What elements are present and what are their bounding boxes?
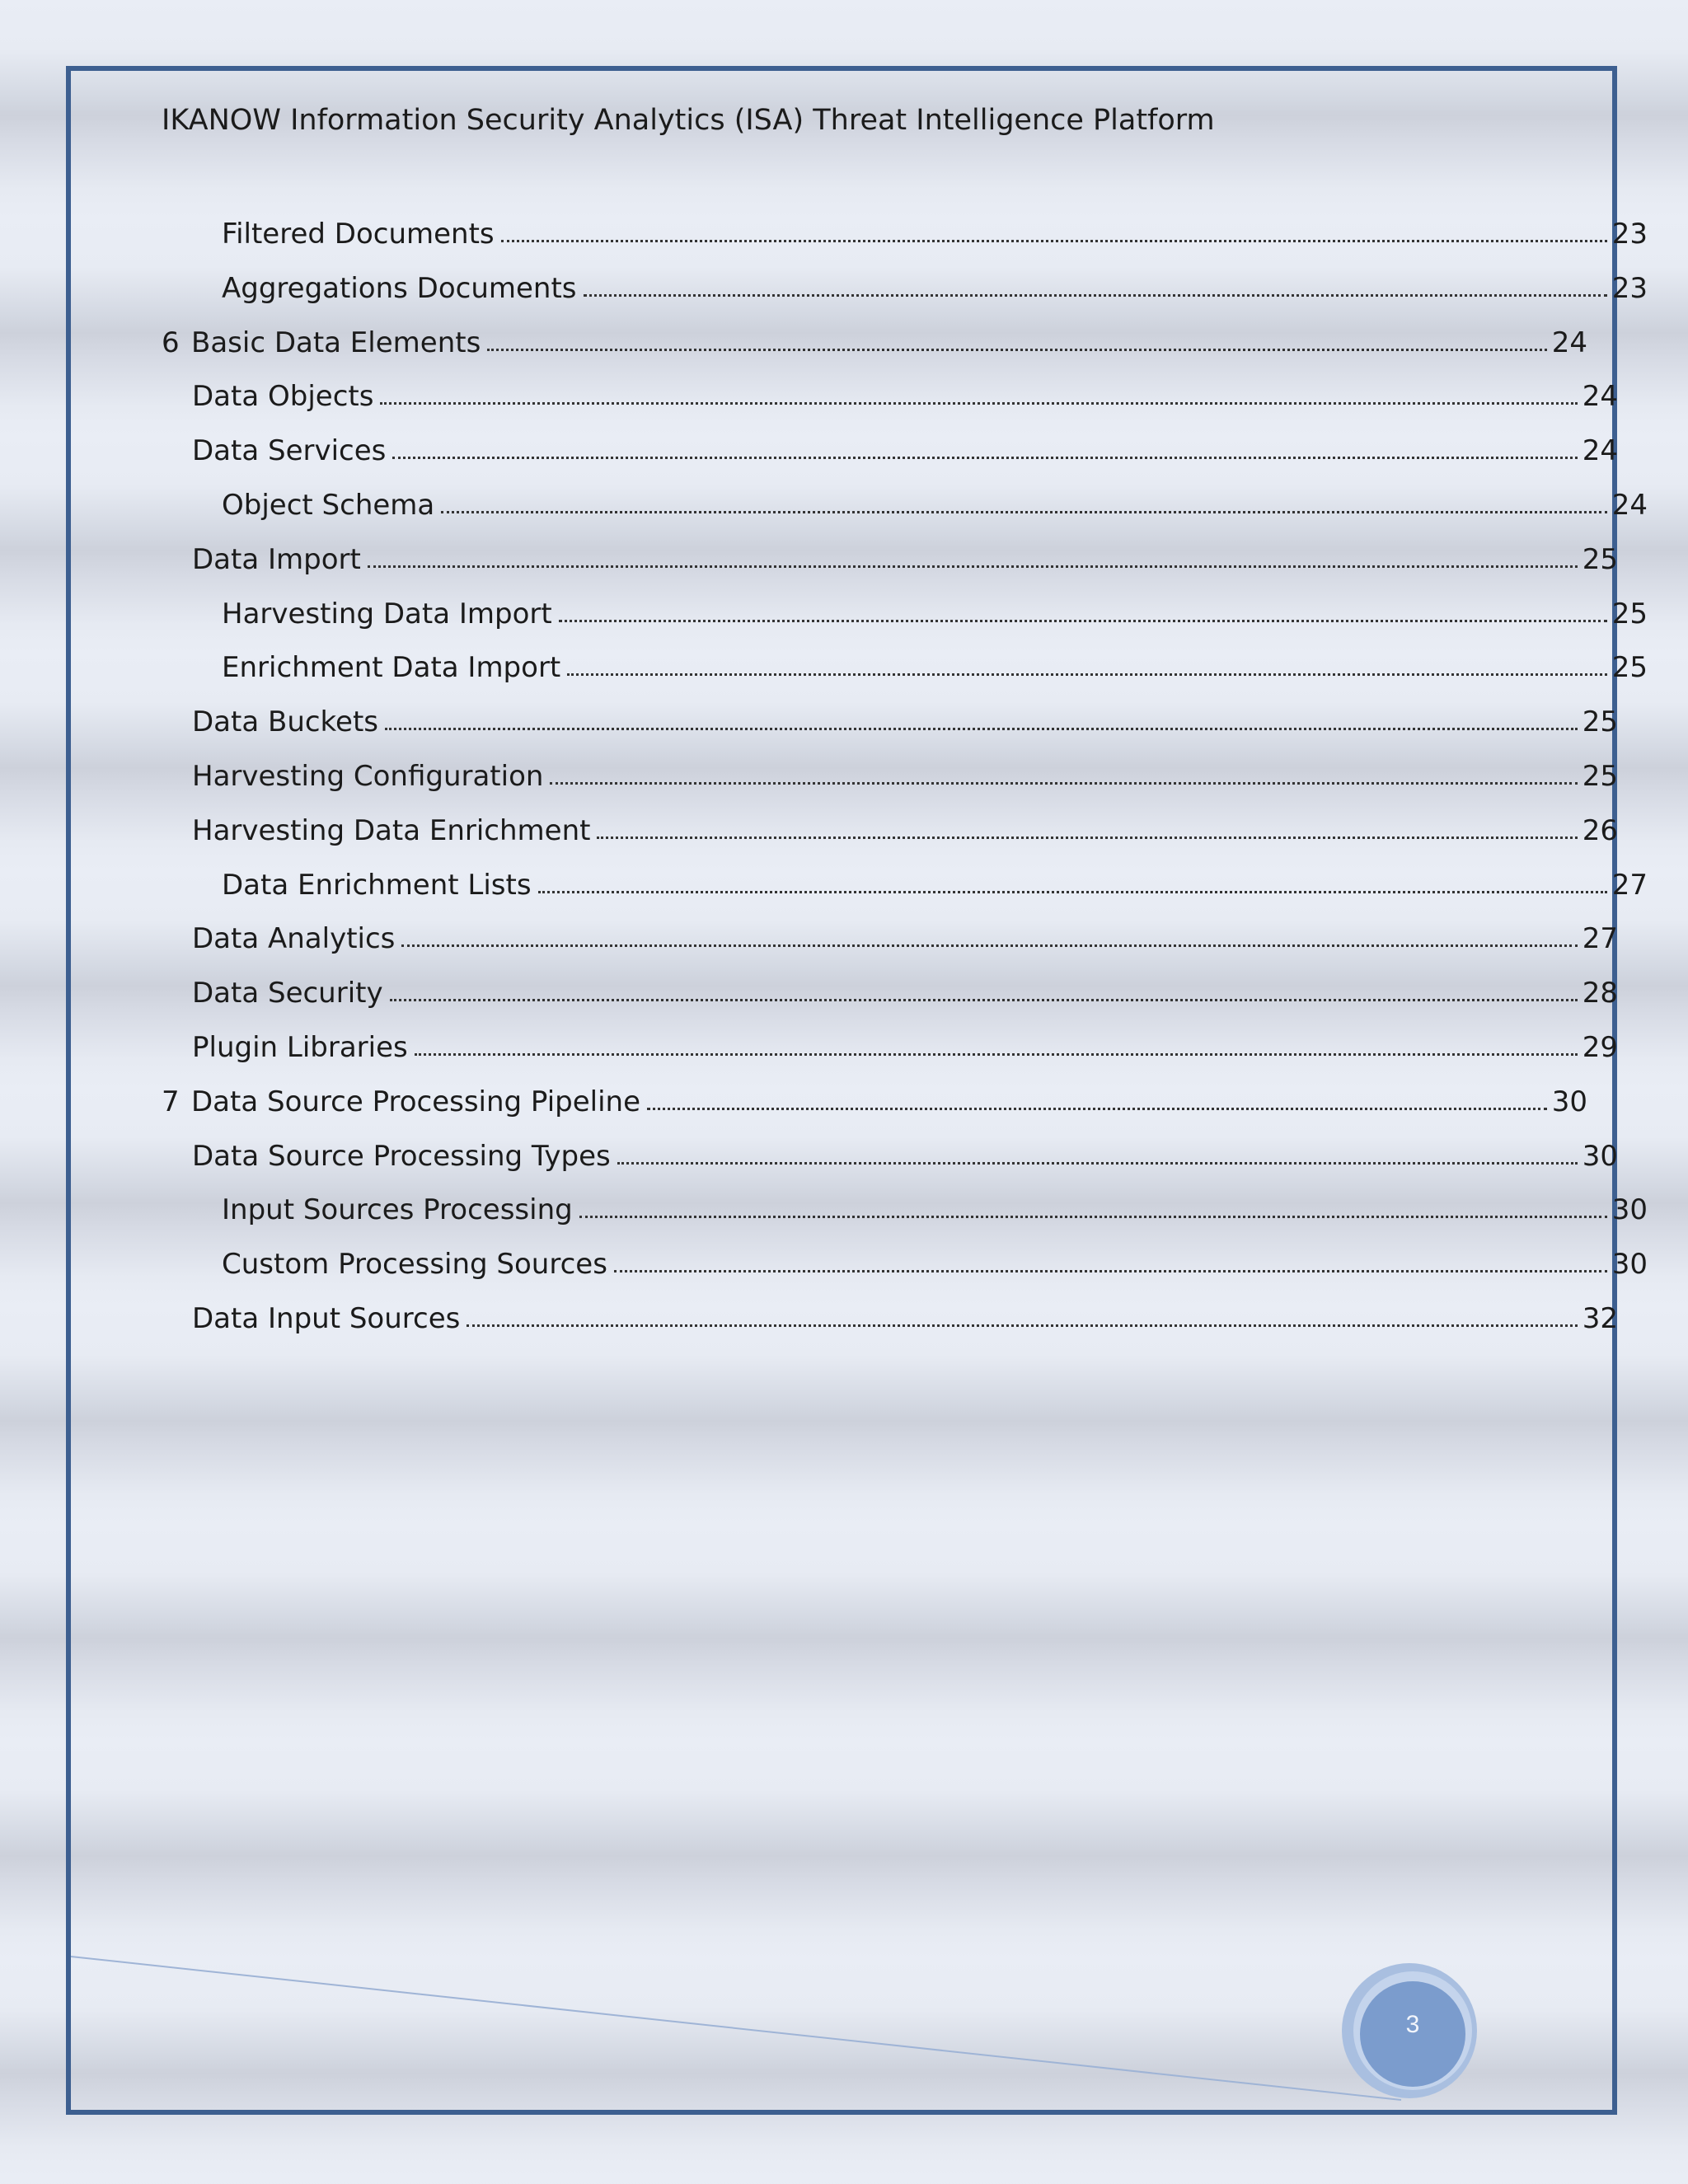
toc-entry-title: Input Sources Processing (222, 1193, 573, 1226)
toc-entry-page: 25 (1611, 598, 1648, 630)
page-number-badge (1342, 1963, 1477, 2098)
toc-entry-title: Harvesting Configuration (192, 760, 544, 793)
page-header-title: IKANOW Information Security Analytics (ISA) Threat Intelligence Platform (162, 104, 1215, 137)
toc-entry-page: 24 (1582, 434, 1618, 467)
page-number: 3 (1405, 2011, 1420, 2038)
toc-entry-page: 32 (1582, 1302, 1618, 1335)
toc-entry-title: Aggregations Documents (222, 272, 577, 305)
toc-entry-title: Harvesting Data Import (222, 598, 552, 630)
toc-entry-page: 30 (1551, 1085, 1587, 1118)
toc-entry-page: 25 (1582, 705, 1618, 738)
toc-entry-page: 23 (1611, 218, 1648, 251)
toc-entry-page: 24 (1551, 326, 1587, 359)
toc-entry-title: Enrichment Data Import (222, 651, 561, 684)
toc-entry-page: 30 (1582, 1140, 1618, 1173)
toc-entry-title: Data Objects (192, 380, 374, 413)
toc-entry-title: Filtered Documents (222, 218, 495, 251)
toc-entry-title: Data Security (192, 977, 383, 1010)
toc-entry-title: Data Analytics (192, 922, 396, 955)
toc-entry-page: 30 (1611, 1193, 1648, 1226)
toc-entry-title: Harvesting Data Enrichment (192, 814, 591, 847)
toc-entry-page: 27 (1582, 922, 1618, 955)
toc-entry-title: Data Enrichment Lists (222, 869, 532, 902)
toc-entry-page: 24 (1611, 489, 1648, 522)
toc-entry-title: Data Import (192, 543, 361, 576)
toc-entry-page: 24 (1582, 380, 1618, 413)
toc-entry-page: 30 (1611, 1248, 1648, 1281)
toc-entry-number: 7 (162, 1085, 180, 1118)
toc-entry-title: Object Schema (222, 489, 435, 522)
toc-entry-title: Data Services (192, 434, 387, 467)
toc-entry-title: Data Input Sources (192, 1302, 461, 1335)
toc-entry-title: Data Source Processing Pipeline (191, 1085, 640, 1118)
toc-entry-title: Data Source Processing Types (192, 1140, 611, 1173)
badge-disc (1360, 1981, 1465, 2087)
toc-entry-title: Custom Processing Sources (222, 1248, 607, 1281)
toc-entry-page: 25 (1611, 651, 1648, 684)
toc-entry-title: Basic Data Elements (191, 326, 481, 359)
toc-entry-page: 25 (1582, 760, 1618, 793)
toc-entry-page: 29 (1582, 1031, 1618, 1064)
toc-entry-title: Data Buckets (192, 705, 378, 738)
toc-entry-page: 27 (1611, 869, 1648, 902)
toc-entry-page: 23 (1611, 272, 1648, 305)
toc-entry-page: 26 (1582, 814, 1618, 847)
toc-entry-number: 6 (162, 326, 180, 359)
toc-entry-title: Plugin Libraries (192, 1031, 408, 1064)
toc-entry-page: 28 (1582, 977, 1618, 1010)
toc-entry-page: 25 (1582, 543, 1618, 576)
